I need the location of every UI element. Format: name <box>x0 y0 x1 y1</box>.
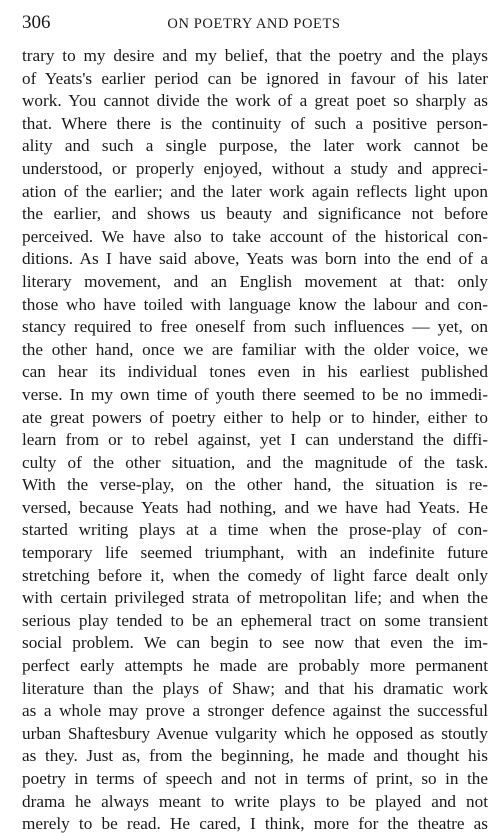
text-line: literature than the plays of Shaw; and that his dramatic work <box>22 678 488 698</box>
text-line: the earlier, and shows us beauty and significance not before <box>22 204 488 224</box>
text-line: with certain privileged strata of metropolitan life; and when the <box>22 588 488 608</box>
text-line: ality and such a single purpose, the later work cannot be <box>22 136 488 156</box>
text-line: understood, or properly enjoyed, without a study and appreci- <box>22 158 488 178</box>
text-line: merely to be read. He cared, I think, more for the theatre as <box>22 814 488 834</box>
text-line: drama he always meant to write plays to be played and not <box>22 791 488 811</box>
text-line: versed, because Yeats had nothing, and we have had Yeats. He <box>22 497 488 517</box>
text-line: ditions. As I have said above, Yeats was born into the end of a <box>22 249 488 269</box>
text-line: learn from or to rebel against, yet I can understand the diffi- <box>22 430 488 450</box>
page-number: 306 <box>22 12 51 33</box>
text-line: that. Where there is the continuity of such a positive person- <box>22 113 488 133</box>
text-line: those who have toiled with language know the labour and con- <box>22 294 488 314</box>
text-line: temporary life seemed triumphant, with an indefinite future <box>22 543 488 563</box>
text-line: urban Shaftesbury Avenue vulgarity which he opposed as stoutly <box>22 723 488 743</box>
text-line: poetry in terms of speech and not in terms of print, so in the <box>22 769 488 788</box>
text-line: culty of the other situation, and the magnitude of the task. <box>22 452 488 472</box>
text-line: trary to my desire and my belief, that the poetry and the plays <box>22 46 488 65</box>
text-line: literary movement, and an English movement at that: only <box>22 271 488 291</box>
text-line: With the verse-play, on the other hand, the situation is re- <box>22 475 488 495</box>
text-line: verse. In my own time of youth there seemed to be no immedi- <box>22 384 488 404</box>
text-line: social problem. We can begin to see now that even the im- <box>22 633 488 653</box>
body-text <box>22 45 488 836</box>
text-line: stancy required to free oneself from such influences — yet, on <box>22 317 488 337</box>
text-line: perfect early attempts he made are probably more permanent <box>22 656 488 676</box>
text-line: can hear its individual tones even in his earliest published <box>22 362 488 382</box>
text-line: as they. Just as, from the beginning, he made and thought his <box>22 746 488 766</box>
text-line: started writing plays at a time when the prose-play of con- <box>22 520 488 540</box>
text-line: ate great powers of poetry either to help or to hinder, either to <box>22 407 488 427</box>
text-line: ation of the earlier; and the later work again reflects light upon <box>22 181 488 201</box>
text-line: as a whole may prove a stronger defence against the successful <box>22 701 488 721</box>
text-line: serious play tended to be an ephemeral tract on some transient <box>22 610 488 630</box>
running-head <box>22 10 486 36</box>
running-title: ON POETRY AND POETS <box>167 16 341 32</box>
text-line: perceived. We have also to take account of the historical con- <box>22 226 488 246</box>
text-line: the other hand, once we are familiar with the older voice, we <box>22 339 488 359</box>
text-line: work. You cannot divide the work of a great poet so sharply as <box>22 91 488 111</box>
text-line: of Yeats's earlier period can be ignored in favour of his later <box>22 68 488 88</box>
text-line: stretching before it, when the comedy of light farce dealt only <box>22 565 488 585</box>
